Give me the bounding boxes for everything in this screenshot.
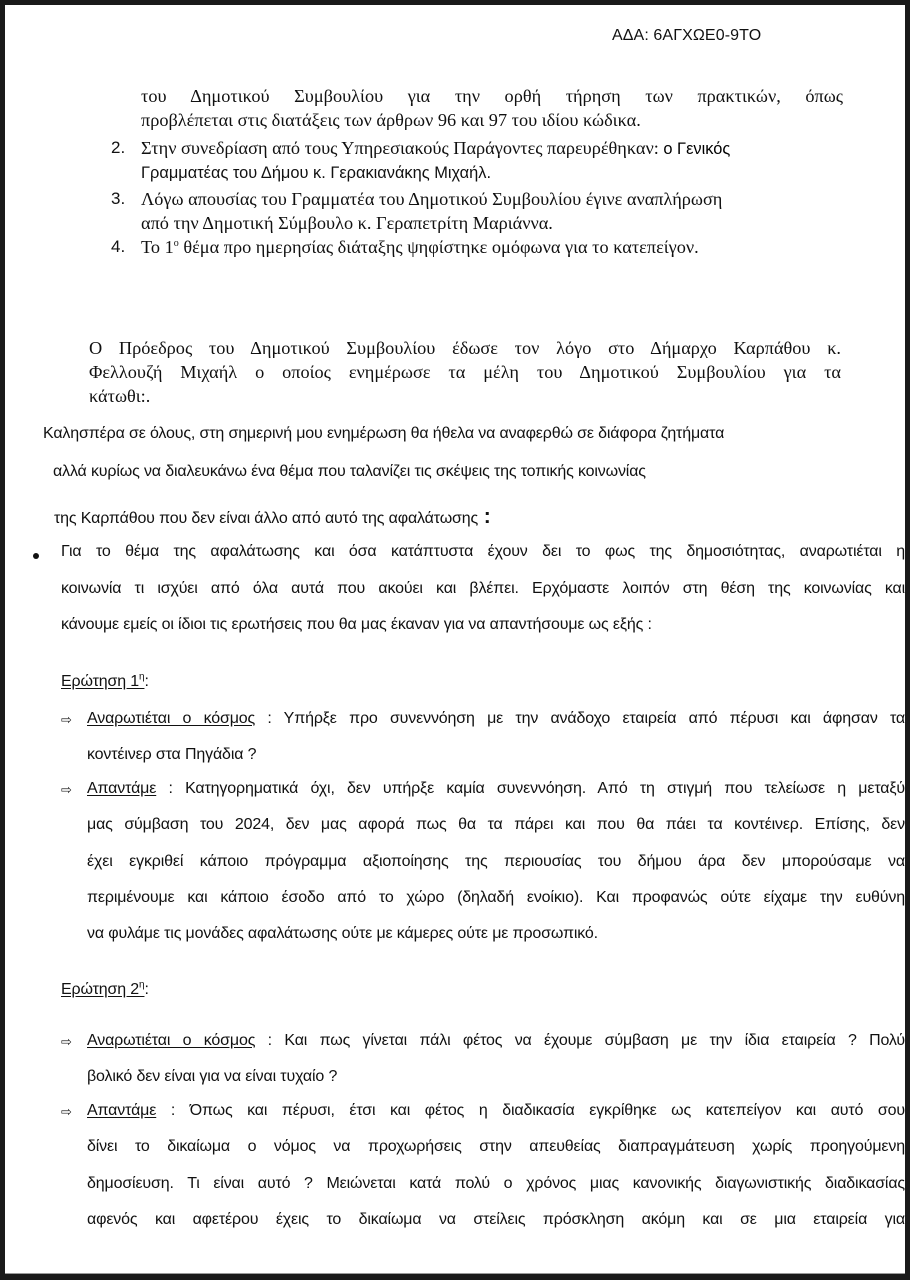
president-line-3: κάτωθι:. bbox=[89, 386, 151, 406]
item-2-text-sans: ο Γενικός bbox=[658, 140, 731, 158]
bullet-line-3: κάνουμε εμείς οι ίδιοι τις ερωτήσεις που θα μας έκαναν για να απαντήσουμε ως εξής : bbox=[61, 616, 652, 633]
ada-code: ΑΔΑ: 6ΑΓΧΩΕ0-9ΤΟ bbox=[612, 27, 762, 44]
item-2-text-serif: Στην συνεδρίαση από τους Υπηρεσιακούς Παράγοντες παρευρέθηκαν: bbox=[141, 138, 659, 158]
arrow-right-icon: ⇨ bbox=[61, 1035, 72, 1050]
mayor-intro-line-1: Καλησπέρα σε όλους, στη σημερινή μου ενημέρωση θα ήθελα να αναφερθώ σε διάφορα ζητήματα bbox=[43, 425, 725, 442]
question-1-ask-line-2: κοντέινερ στα Πηγάδια ? bbox=[87, 746, 257, 763]
ask-text: : Και πως γίνεται πάλι φέτος να έχουμε σύμβαση με την ίδια εταιρεία ? Πολύ bbox=[255, 1032, 905, 1049]
bullet-line-1: Για το θέμα της αφαλάτωσης και όσα κατάπτυστα έχουν δει το φως της δημοσιότητας, αναρωτιέται η bbox=[61, 543, 905, 560]
question-1-answer-line-4: περιμένουμε και κάποιο έσοδο από το χώρο (δηλαδή ενοίκιο). Και προφανώς ούτε είχαμε την ευθύνη bbox=[87, 889, 905, 906]
item-number: 4. bbox=[111, 237, 126, 256]
arrow-right-icon: ⇨ bbox=[61, 783, 72, 798]
item-4-sup: ο bbox=[173, 237, 179, 249]
question-1-heading bbox=[61, 673, 149, 691]
question-1-answer-line-2: μας σύμβαση του 2024, δεν μας αφορά πως θα τα πάρει και που θα πάει τα κοντέινερ. Επίσης, δεν bbox=[87, 816, 905, 833]
item-2-line-1 bbox=[141, 136, 841, 161]
ask-text: : Υπήρξε προ συνεννόηση με την ανάδοχο εταιρεία από πέρυσι και άφησαν τα bbox=[255, 710, 905, 727]
item-number: 2. bbox=[111, 138, 126, 157]
arrow-right-icon: ⇨ bbox=[61, 713, 72, 728]
president-line-1: Ο Πρόεδρος του Δημοτικού Συμβουλίου έδωσε τον λόγο στο Δήμαρχο Καρπάθου κ. bbox=[89, 338, 841, 358]
question-2-ask-line-1 bbox=[87, 1032, 905, 1050]
mayor-intro-colon: : bbox=[478, 505, 491, 528]
ask-label: Αναρωτιέται ο κόσμος bbox=[87, 1032, 256, 1049]
question-2-ask-line-2: βολικό δεν είναι για να είναι τυχαίο ? bbox=[87, 1068, 338, 1085]
answer-label: Απαντάμε bbox=[87, 780, 157, 797]
bullet-line-2: κοινωνία τι ισχύει από όλα αυτά που ακούει και βλέπει. Ερχόμαστε λοιπόν στη θέση της κοινωνίας και bbox=[61, 580, 905, 597]
intro-line-1: του Δημοτικού Συμβουλίου για την ορθή τήρηση των πρακτικών, όπως bbox=[141, 86, 843, 106]
document-page bbox=[5, 5, 905, 1274]
item-3-line-1: Λόγω απουσίας του Γραμματέα του Δημοτικού Συμβουλίου έγινε αναπλήρωση bbox=[141, 189, 723, 209]
ask-label: Αναρωτιέται ο κόσμος bbox=[87, 710, 256, 727]
mayor-intro-line-2: αλλά κυρίως να διαλευκάνω ένα θέμα που ταλανίζει τις σκέψεις της τοπικής κοινωνίας bbox=[53, 463, 646, 480]
item-3-line-2: από την Δημοτική Σύμβουλο κ. Γεραπετρίτη Μαριάννα. bbox=[141, 213, 553, 233]
question-2-answer-line-2: δίνει το δικαίωμα ο νόμος να προχωρήσεις στην απευθείας διαπραγμάτευση χωρίς προηγούμενη bbox=[87, 1138, 905, 1155]
arrow-right-icon: ⇨ bbox=[61, 1105, 72, 1120]
question-1-colon: : bbox=[144, 673, 149, 690]
question-1-heading-text: Ερώτηση $1^\eta$ bbox=[61, 671, 145, 690]
question-2-answer-line-4: αφενός και αφετέρου έχεις το δικαίωμα να στείλεις πρόσκληση ακόμη και σε μια εταιρεία για bbox=[87, 1211, 905, 1228]
intro-line-2: προβλέπεται στις διατάξεις των άρθρων 96 και 97 του ιδίου κώδικα. bbox=[141, 110, 641, 130]
mayor-intro-line-3 bbox=[54, 505, 491, 529]
answer-text: : Όπως και πέρυσι, έτσι και φέτος η διαδικασία εγκρίθηκε ως κατεπείγον και αυτό σου bbox=[156, 1102, 905, 1119]
question-2-colon: : bbox=[144, 981, 149, 998]
bullet-icon bbox=[33, 553, 39, 559]
item-4-pre: Το 1 bbox=[141, 237, 174, 257]
question-2-answer-line-3: δημοσίευση. Τι είναι αυτό ? Μειώνεται κατά πολύ ο χρόνος μιας κανονικής διαγωνιστικής διαδικασίας bbox=[87, 1175, 905, 1192]
item-4-post: θέμα προ ημερησίας διάταξης ψηφίστηκε ομόφωνα για το κατεπείγον. bbox=[178, 237, 699, 257]
question-2-heading bbox=[61, 981, 149, 999]
answer-text: : Κατηγορηματικά όχι, δεν υπήρξε καμία συνεννόηση. Από τη στιγμή που τελείωσε η μεταξύ bbox=[156, 780, 905, 797]
item-number: 3. bbox=[111, 189, 126, 208]
item-2-line-2: Γραμματέας του Δήμου κ. Γερακιανάκης Μιχαήλ. bbox=[141, 164, 491, 182]
president-line-2: Φελλουζή Μιχαήλ ο οποίος ενημέρωσε τα μέλη του Δημοτικού Συμβουλίου για τα bbox=[89, 362, 841, 382]
answer-label: Απαντάμε bbox=[87, 1102, 157, 1119]
question-2-heading-text: Ερώτηση $2^\eta$ bbox=[61, 979, 145, 998]
item-4-line bbox=[141, 235, 699, 259]
question-1-answer-line-3: έχει εγκριθεί κάποιο πρόγραμμα αξιοποίησης της περιουσίας του δήμου άρα δεν μπορούσαμε να bbox=[87, 853, 905, 870]
question-1-answer-line-5: να φυλάμε τις μονάδες αφαλάτωσης ούτε με κάμερες ούτε με προσωπικό. bbox=[87, 925, 598, 942]
mayor-intro-line-3-text: της Καρπάθου που δεν είναι άλλο από αυτό της αφαλάτωσης bbox=[54, 510, 479, 527]
question-1-ask-line-1 bbox=[87, 710, 905, 728]
question-1-answer-line-1 bbox=[87, 780, 905, 798]
question-2-answer-line-1 bbox=[87, 1102, 905, 1120]
